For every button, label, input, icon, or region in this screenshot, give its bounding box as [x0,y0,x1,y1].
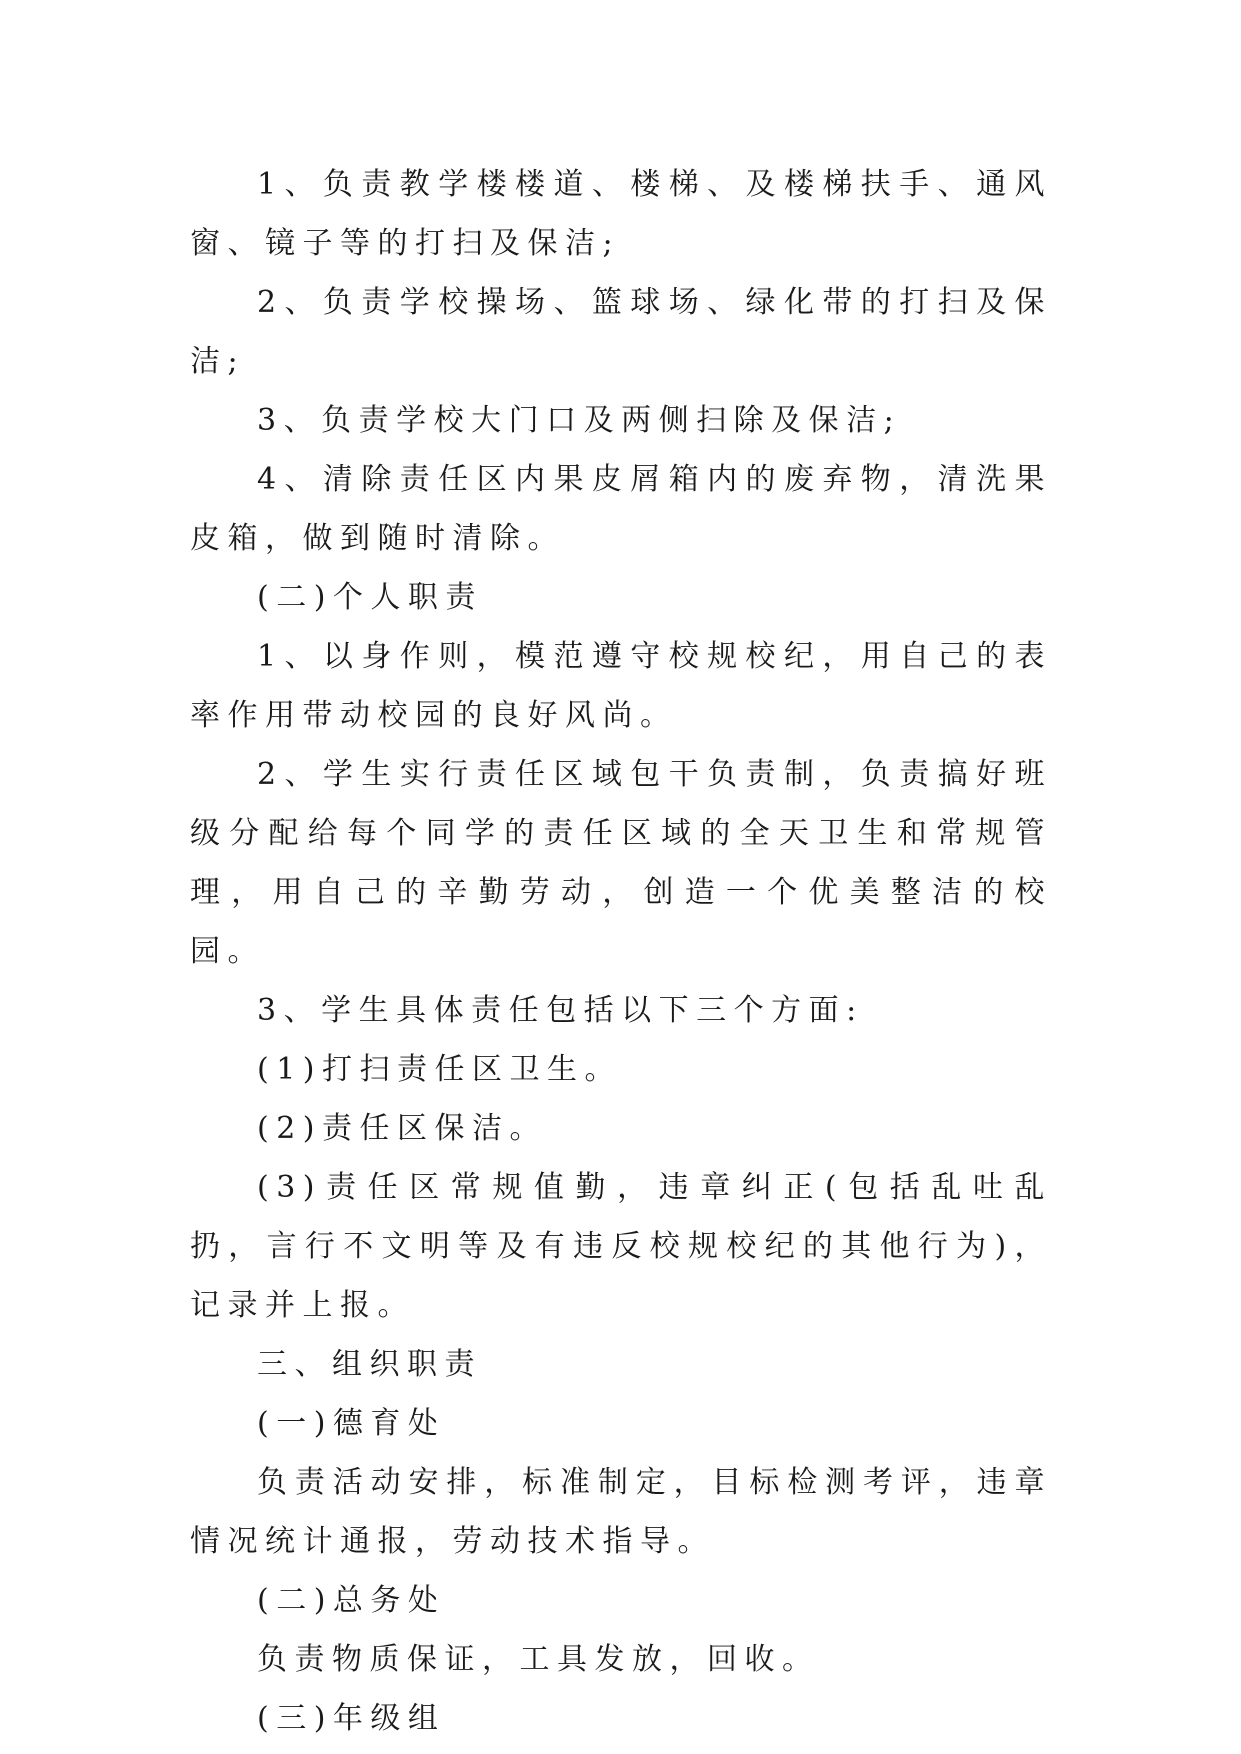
list-item: (2)责任区保洁。 [257,1111,547,1146]
paragraph: 1、以身作则，模范遵守校规校纪，用自己的表率作用带动校园的良好风尚。 [190,639,1052,733]
paragraph: 2、负责学校操场、篮球场、绿化带的打扫及保洁; [190,285,1052,379]
paragraph: 2、学生实行责任区域包干负责制，负责搞好班级分配给每个同学的责任区域的全天卫生和常规管理，用自己的辛勤劳动，创造一个优美整洁的校园。 [190,757,1052,969]
subsection-heading: (二)总务处 [257,1583,446,1618]
section-heading: 三、组织职责 [257,1347,482,1382]
list-item: (1)打扫责任区卫生。 [257,1052,622,1087]
section-heading: (二)个人职责 [257,580,483,615]
paragraph: 负责物质保证，工具发放，回收。 [257,1642,820,1677]
document-body [190,155,1052,1748]
paragraph: 4、清除责任区内果皮屑箱内的废弃物，清洗果皮箱，做到随时清除。 [190,462,1052,556]
paragraph: 1、负责教学楼楼道、楼梯、及楼梯扶手、通风窗、镜子等的打扫及保洁; [190,167,1052,261]
paragraph: 负责活动安排，标准制定，目标检测考评，违章情况统计通报，劳动技术指导。 [190,1465,1052,1559]
subsection-heading: (三)年级组 [257,1701,446,1736]
paragraph: 3、学生具体责任包括以下三个方面: [257,993,864,1028]
list-item: (3)责任区常规值勤，违章纠正(包括乱吐乱扔，言行不文明等及有违反校规校纪的其他行为)，记录并上报。 [190,1170,1052,1323]
subsection-heading: (一)德育处 [257,1406,446,1441]
paragraph: 3、负责学校大门口及两侧扫除及保洁; [257,403,902,438]
